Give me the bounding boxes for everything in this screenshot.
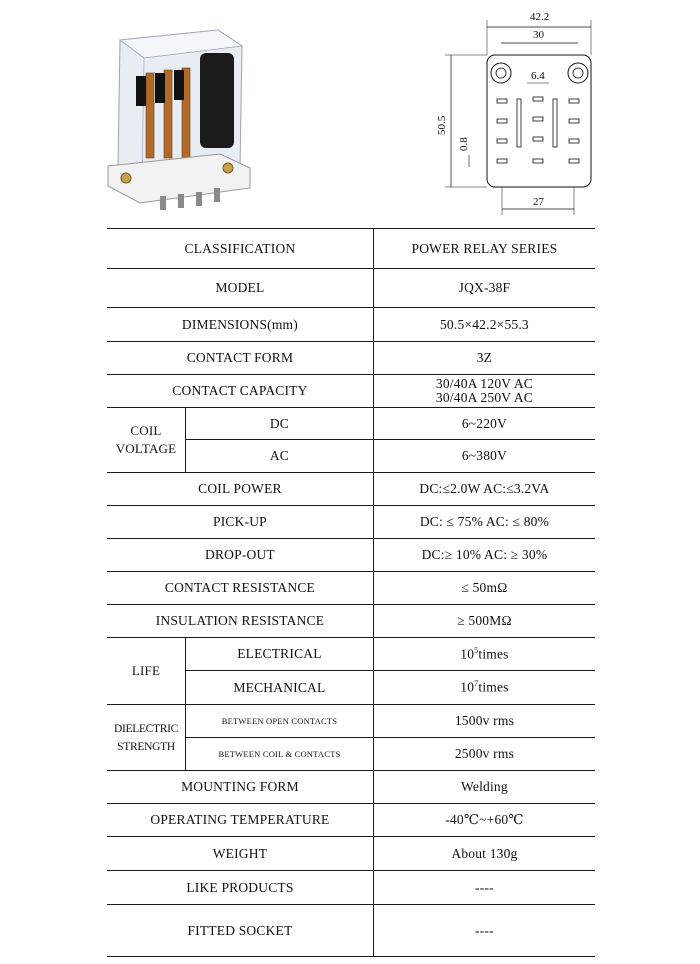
dim-pin-thickness: 0.8 bbox=[458, 137, 470, 151]
dielectric-open-value: 1500v rms bbox=[373, 705, 595, 738]
row-contact-resistance bbox=[107, 572, 595, 605]
life-mechanical-label: MECHANICAL bbox=[186, 671, 374, 705]
life-mechanical-exp: 7 bbox=[474, 679, 479, 689]
like-products-value: ---- bbox=[373, 871, 595, 905]
life-mechanical-unit: times bbox=[478, 679, 509, 695]
coil-voltage-label-line2: VOLTAGE bbox=[115, 441, 177, 456]
drop-out-value: DC:≥ 10% AC: ≥ 30% bbox=[373, 539, 595, 572]
dim-pin-pitch: 6.4 bbox=[531, 70, 545, 82]
contact-capacity-line1: 30/40A 120V AC bbox=[435, 376, 533, 391]
contact-resistance-label: CONTACT RESISTANCE bbox=[107, 572, 373, 605]
row-weight bbox=[107, 837, 595, 871]
life-electrical-exp: 5 bbox=[474, 645, 479, 655]
row-contact-capacity bbox=[107, 375, 595, 408]
pick-up-label: PICK-UP bbox=[107, 506, 373, 539]
dim-height: 50.5 bbox=[436, 115, 448, 135]
like-products-label: LIKE PRODUCTS bbox=[107, 871, 373, 905]
coil-voltage-label-line1: COIL bbox=[130, 423, 162, 438]
contact-resistance-value: ≤ 50mΩ bbox=[373, 572, 595, 605]
dimension-drawing bbox=[425, 5, 610, 220]
row-contact-form bbox=[107, 342, 595, 375]
life-mechanical-base: 10 bbox=[460, 679, 475, 695]
row-mounting-form bbox=[107, 771, 595, 804]
operating-temperature-value: -40℃~+60℃ bbox=[373, 804, 595, 837]
row-fitted-socket bbox=[107, 905, 595, 957]
fitted-socket-value: ---- bbox=[373, 905, 595, 957]
row-dielectric-open bbox=[107, 705, 595, 738]
weight-label: WEIGHT bbox=[107, 837, 373, 871]
life-label: LIFE bbox=[107, 638, 186, 705]
pick-up-value: DC: ≤ 75% AC: ≤ 80% bbox=[373, 506, 595, 539]
drop-out-label: DROP-OUT bbox=[107, 539, 373, 572]
dielectric-coil-label: BETWEEN COIL & CONTACTS bbox=[186, 738, 374, 771]
row-model bbox=[107, 269, 595, 308]
row-coil-power bbox=[107, 473, 595, 506]
operating-temperature-label: OPERATING TEMPERATURE bbox=[107, 804, 373, 837]
row-dimensions bbox=[107, 308, 595, 342]
coil-dc-label: DC bbox=[186, 408, 374, 440]
coil-voltage-label bbox=[107, 408, 186, 473]
row-drop-out bbox=[107, 539, 595, 572]
dielectric-coil-value: 2500v rms bbox=[373, 738, 595, 771]
coil-power-label: COIL POWER bbox=[107, 473, 373, 506]
coil-ac-value: 6~380V bbox=[373, 440, 595, 473]
coil-dc-value: 6~220V bbox=[373, 408, 595, 440]
dimensions-label: DIMENSIONS(mm) bbox=[107, 308, 373, 342]
row-pick-up bbox=[107, 506, 595, 539]
insulation-resistance-value: ≥ 500MΩ bbox=[373, 605, 595, 638]
dielectric-label-line2: STRENGTH bbox=[117, 740, 175, 753]
life-electrical-label: ELECTRICAL bbox=[186, 638, 374, 671]
contact-capacity-label: CONTACT CAPACITY bbox=[107, 375, 373, 408]
contact-capacity-value bbox=[373, 375, 595, 408]
spec-table bbox=[107, 228, 595, 957]
row-classification bbox=[107, 229, 595, 269]
contact-form-label: CONTACT FORM bbox=[107, 342, 373, 375]
row-life-electrical bbox=[107, 638, 595, 671]
dielectric-strength-label bbox=[107, 705, 186, 771]
dim-hole-spacing: 30 bbox=[533, 29, 544, 41]
life-electrical-base: 10 bbox=[460, 646, 475, 662]
dielectric-open-label: BETWEEN OPEN CONTACTS bbox=[186, 705, 374, 738]
insulation-resistance-label: INSULATION RESISTANCE bbox=[107, 605, 373, 638]
dim-total-width: 42.2 bbox=[530, 11, 550, 23]
life-mechanical-value bbox=[373, 671, 595, 705]
model-label: MODEL bbox=[107, 269, 373, 308]
dielectric-label-line1: DIELECTRIC bbox=[113, 722, 179, 735]
relay-photo bbox=[100, 18, 260, 218]
weight-value: About 130g bbox=[373, 837, 595, 871]
coil-ac-label: AC bbox=[186, 440, 374, 473]
model-value: JQX-38F bbox=[373, 269, 595, 308]
classification-value: POWER RELAY SERIES bbox=[373, 229, 595, 269]
mounting-form-value: Welding bbox=[373, 771, 595, 804]
dimensions-value: 50.5×42.2×55.3 bbox=[373, 308, 595, 342]
coil-power-value: DC:≤2.0W AC:≤3.2VA bbox=[373, 473, 595, 506]
classification-label: CLASSIFICATION bbox=[107, 229, 373, 269]
row-insulation-resistance bbox=[107, 605, 595, 638]
mounting-form-label: MOUNTING FORM bbox=[107, 771, 373, 804]
row-like-products bbox=[107, 871, 595, 905]
contact-form-value: 3Z bbox=[373, 342, 595, 375]
dim-pin-span: 27 bbox=[533, 196, 544, 208]
life-electrical-value bbox=[373, 638, 595, 671]
life-electrical-unit: times bbox=[478, 646, 509, 662]
contact-capacity-line2: 30/40A 250V AC bbox=[435, 390, 533, 405]
fitted-socket-label: FITTED SOCKET bbox=[107, 905, 373, 957]
row-operating-temperature bbox=[107, 804, 595, 837]
row-coil-voltage-dc bbox=[107, 408, 595, 440]
